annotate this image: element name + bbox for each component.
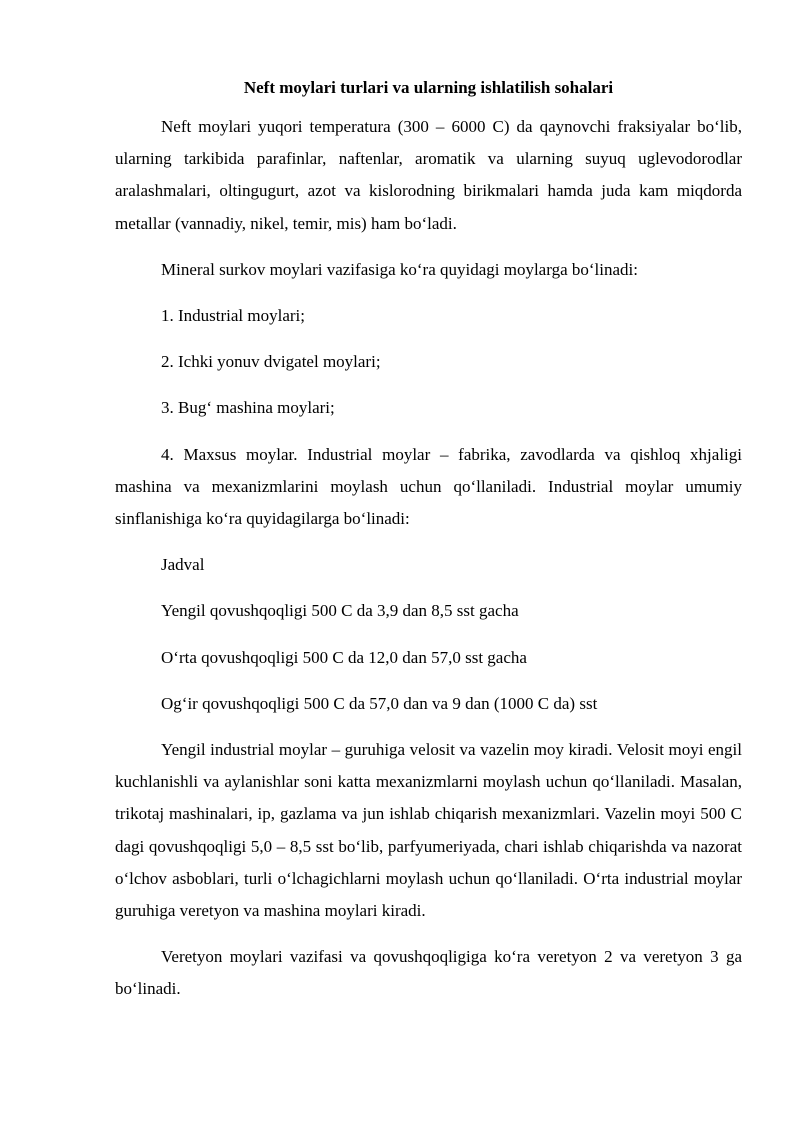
- table-row-light: Yengil qovushqoqligi 500 C da 3,9 dan 8,5 sst gacha: [161, 601, 519, 621]
- list-item-steam: 3. Bug‘ mashina moylari;: [161, 398, 335, 418]
- table-label: Jadval: [161, 555, 205, 575]
- paragraph-veretyon: Veretyon moylari vazifasi va qovushqoqligiga ko‘ra veretyon 2 va veretyon 3 ga bo‘linadi.: [115, 947, 742, 999]
- list-item-industrial: 1. Industrial moylari;: [161, 306, 306, 326]
- paragraph-intro: Neft moylari yuqori temperatura (300 – 6000 C) da qaynovchi fraksiyalar bo‘lib, ularning tarkibida parafinlar, naftenlar, aromatik va ularning suyuq uglevodorodlar aralashmalari, oltingugurt, azot va kislorodning birikmalari hamda juda kam miqdorda metallar (vannadiy, nikel, temir, mis) ham bo‘ladi.: [115, 117, 742, 233]
- paragraph-special-oils: 4. Maxsus moylar. Industrial moylar – fabrika, zavodlarda va qishloq xhjaligi mashina va mexanizmlarini moylash uchun qo‘llaniladi. Industrial moylar umumiy sinflanishiga ko‘ra quyidagilarga bo‘linadi:: [115, 444, 742, 529]
- document-page: [115, 74, 742, 1020]
- table-row-heavy: Og‘ir qovushqoqligi 500 C da 57,0 dan va 9 dan (1000 C da) sst: [161, 693, 598, 713]
- document-title: Neft moylari turlari va ularning ishlatilish sohalari: [243, 78, 614, 97]
- table-row-medium: O‘rta qovushqoqligi 500 C da 12,0 dan 57,0 sst gacha: [161, 647, 527, 667]
- paragraph-light-industrial: Yengil industrial moylar – guruhiga velosit va vazelin moy kiradi. Velosit moyi engil kuchlanishli va aylanishlar soni katta mexanizmlarni moylash uchun qo‘llaniladi. Masalan, trikotaj mashinalari, ip, gazlama va jun ishlab chiqarish mexanizmlari. Vazelin moyi 500 C dagi qovushqoqligi 5,0 – 8,5 sst bo‘lib, parfyumeriyada, chari ishlab chiqarishda va nazorat o‘lchov asboblari, turli o‘lchagichlarni moylash uchun qo‘llaniladi. O‘rta industrial moylar guruhiga veretyon va mashina moylari kiradi.: [115, 740, 742, 921]
- list-item-engine: 2. Ichki yonuv dvigatel moylari;: [161, 352, 381, 372]
- paragraph-classification: Mineral surkov moylari vazifasiga ko‘ra quyidagi moylarga bo‘linadi:: [161, 259, 638, 279]
